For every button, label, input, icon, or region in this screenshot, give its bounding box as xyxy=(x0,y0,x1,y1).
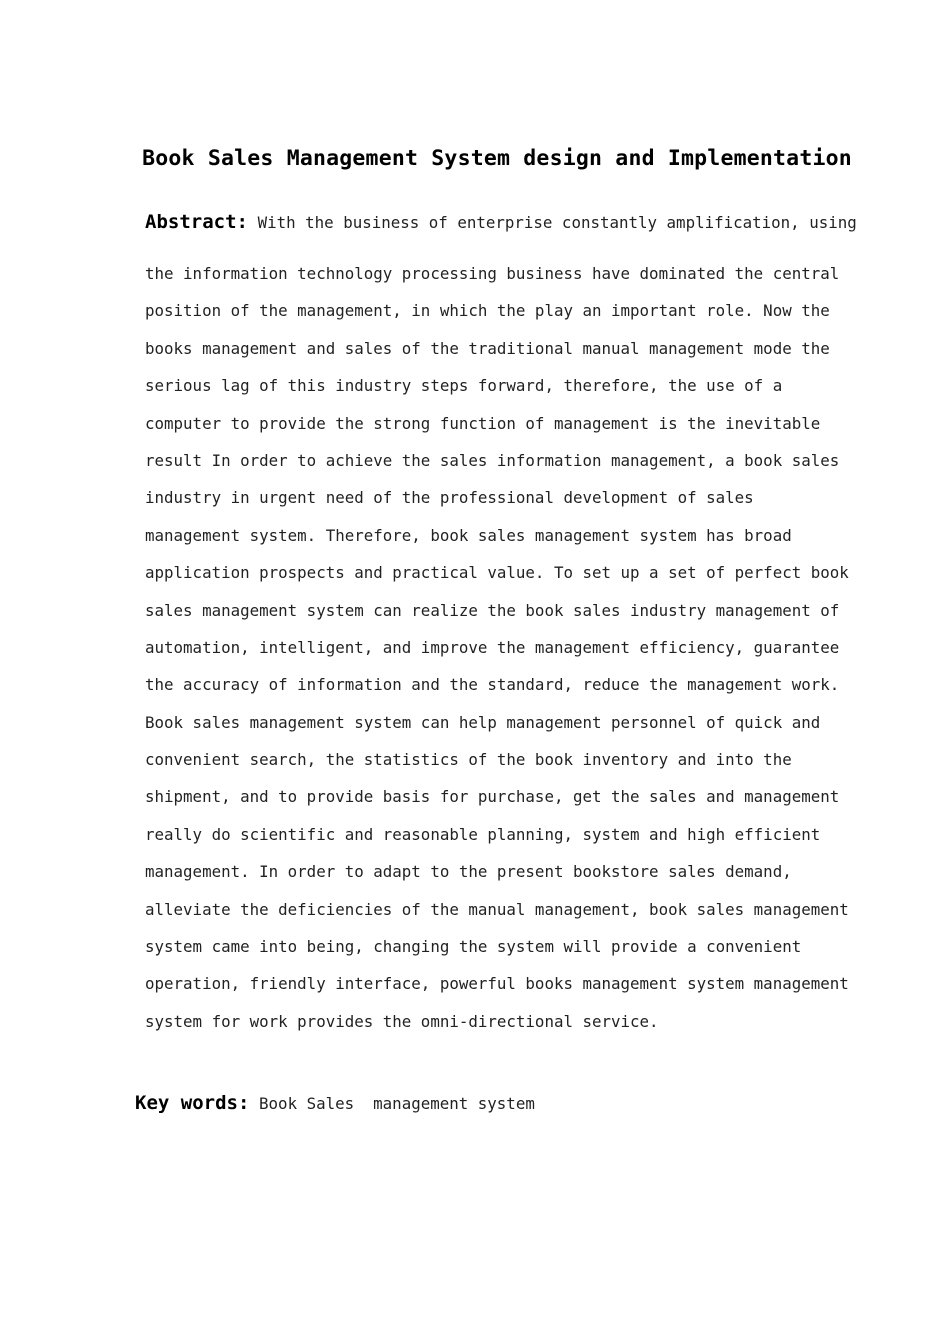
keywords-label: Key words: xyxy=(135,1092,250,1114)
abstract-text-line: alleviate the deficiencies of the manual management, book sales management xyxy=(145,899,849,919)
abstract-text-line: With the business of enterprise constantly amplification, using xyxy=(257,213,857,232)
abstract-label: Abstract: xyxy=(145,211,248,233)
abstract-text-line: system came into being, changing the system will provide a convenient xyxy=(145,937,802,957)
abstract-text-line: serious lag of this industry steps forward, therefore, the use of a xyxy=(145,376,783,396)
abstract-text-line: application prospects and practical value. To set up a set of perfect book xyxy=(145,563,849,583)
abstract-text-line: Book sales management system can help management personnel of quick and xyxy=(145,712,821,732)
abstract-text-line: operation, friendly interface, powerful books management system management xyxy=(145,974,849,994)
abstract-first-line xyxy=(145,211,925,233)
abstract-text-line: the accuracy of information and the standard, reduce the management work. xyxy=(145,675,840,695)
abstract-text-line: books management and sales of the traditional manual management mode the xyxy=(145,338,830,358)
abstract-body xyxy=(145,259,925,1044)
abstract-text-line: convenient search, the statistics of the book inventory and into the xyxy=(145,750,792,770)
abstract-text-line: sales management system can realize the book sales industry management of xyxy=(145,600,840,620)
abstract-text-line: shipment, and to provide basis for purchase, get the sales and management xyxy=(145,787,840,807)
document-title: Book Sales Management System design and Implementation xyxy=(142,146,852,171)
abstract-text-line: the information technology processing business have dominated the central xyxy=(145,264,840,283)
abstract-text-line: industry in urgent need of the professional development of sales xyxy=(145,488,754,508)
abstract-text-line: position of the management, in which the play an important role. Now the xyxy=(145,301,830,321)
abstract-text-line: system for work provides the omni-directional service. xyxy=(145,1011,659,1031)
abstract-text-line: management system. Therefore, book sales management system has broad xyxy=(145,525,792,545)
abstract-text-line: management. In order to adapt to the present bookstore sales demand, xyxy=(145,862,792,882)
keywords-value: Book Sales management system xyxy=(259,1094,535,1113)
abstract-text-line: automation, intelligent, and improve the management efficiency, guarantee xyxy=(145,637,840,657)
abstract-text-line: result In order to achieve the sales information management, a book sales xyxy=(145,450,840,470)
abstract-text-line: computer to provide the strong function of management is the inevitable xyxy=(145,413,821,433)
abstract-text-line: really do scientific and reasonable planning, system and high efficient xyxy=(145,824,821,844)
keywords-line xyxy=(135,1092,535,1114)
